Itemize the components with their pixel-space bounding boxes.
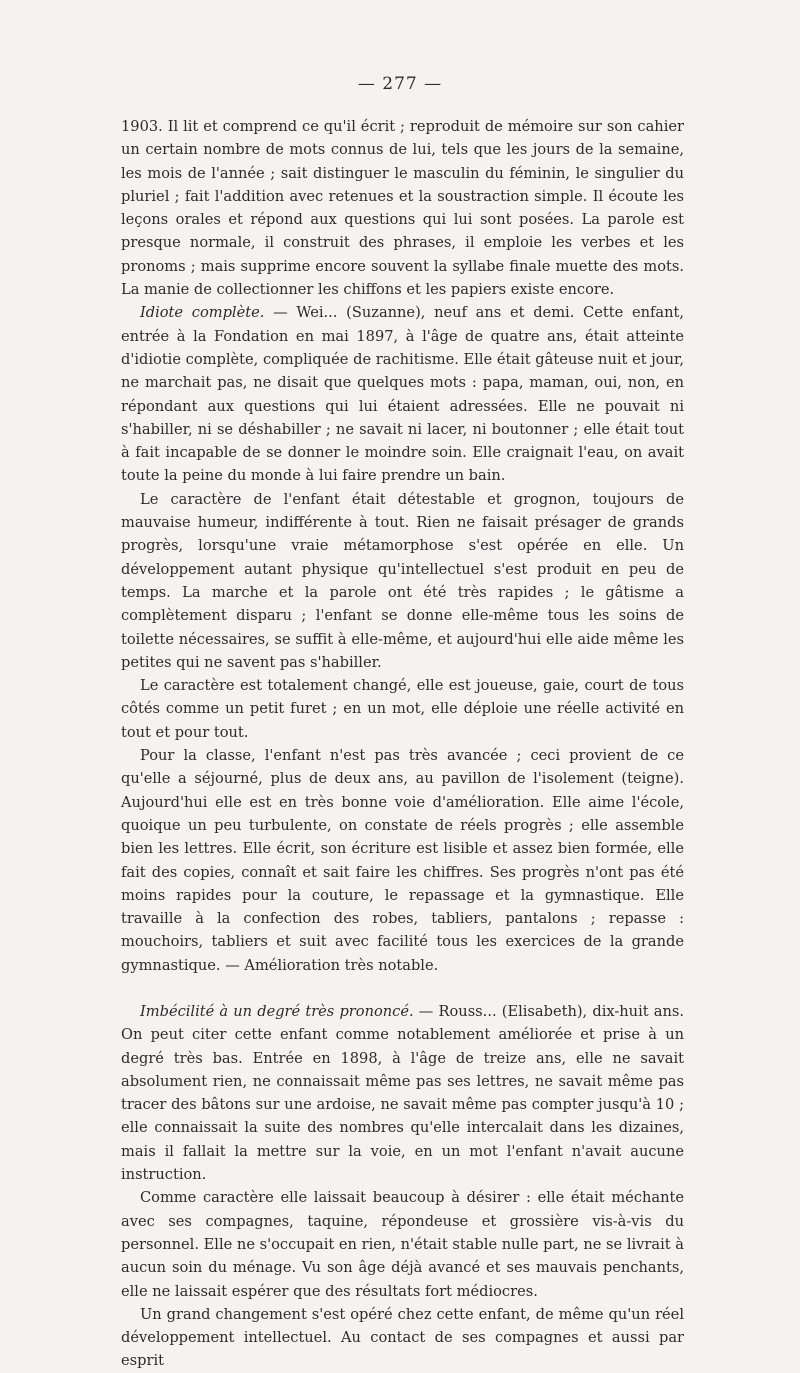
paragraph: Pour la classe, l'enfant n'est pas très avancée ; ceci provient de ce qu'elle a séjourné, plus de deux ans, au pavillon de l'isolement (teigne). Aujourd'hui elle est en très bonne voie d'amélioration. Elle aime l'école, quoique un peu turbulente, on constate de réels progrès ; elle assemble bien les lettres. Elle écrit, son écriture est lisible et assez bien formée, elle fait des copies, connaît et sait faire les chiffres. Ses progrès n'ont pas été moins rapides pour la couture, le repassage et la gymnastique. Elle travaille à la confection des robes, tabliers, pantalons ; repasse : mouchoirs, tabliers et suit avec facilité tous les exercices de la grande gymnastique. — Amélioration très notable.: [121, 747, 684, 974]
paragraph-text: — Wei... (Suzanne), neuf ans et demi. Cette enfant, entrée à la Fondation en mai 1897, à l'âge de quatre ans, était atteinte d'idiotie complète, compliquée de rachitisme. Elle était gâteuse nuit et jour, ne marchait pas, ne disait que quelques mots : papa, maman, oui, non, en répondant aux questions qui lui étaient adressées. Elle ne pouvait ni s'habiller, ni se déshabiller ; ne savait ni lacer, ni boutonner ; elle était tout à fait incapable de se donner le moindre soin. Elle craignait l'eau, on avait toute la peine du monde à lui faire prendre un bain.: [121, 304, 684, 485]
paragraph-text: — Rouss... (Elisabeth), dix-huit ans. On peut citer cette enfant comme notablement améliorée et prise à un degré très bas. Entrée en 1898, à l'âge de treize ans, elle ne savait absolument rien, ne connaissait même pas ses lettres, ne savait même pas tracer des bâtons sur une ardoise, ne savait même pas compter jusqu'à 10 ; elle connaissait la suite des nombres qu'elle intercalait dans les dizaines, mais il fallait la mettre sur la voie, en un mot l'enfant n'avait aucune instruction.: [121, 1002, 684, 1184]
case-heading: Imbécilité à un degré très prononcé.: [140, 1002, 414, 1020]
page-number: — 277 —: [357, 74, 443, 94]
paragraph: Comme caractère elle laissait beaucoup à désirer : elle était méchante avec ses compagnes, taquine, répondeuse et grossière vis-à-vis du personnel. Elle ne s'occupait en rien, n'était stable nulle part, ne se livrait à aucun soin du ménage. Vu son âge déjà avancé et ses mauvais penchants, elle ne laissait espérer que des résultats fort médiocres.: [121, 1189, 684, 1300]
paragraph: Un grand changement s'est opéré chez cette enfant, de même qu'un réel développement intellectuel. Au contact de ses compagnes et aussi par esprit: [121, 1305, 684, 1370]
paragraph: Le caractère de l'enfant était détestable et grognon, toujours de mauvaise humeur, indifférente à tout. Rien ne faisait présager de grands progrès, lorsqu'une vraie métamorphose s'est opérée en elle. Un développement autant physique qu'intellectuel s'est produit en peu de temps. La marche et la parole ont été très rapides ; le gâtisme a complètement disparu ; l'enfant se donne elle-même tous les soins de toilette nécessaires, se suffit à elle-même, et aujourd'hui elle aide même les petites qui ne savent pas s'habiller.: [121, 490, 684, 671]
paragraph: Le caractère est totalement changé, elle est joueuse, gaie, court de tous côtés comme un petit furet ; en un mot, elle déploie une réelle activité en tout et pour tout.: [121, 677, 684, 741]
paragraph: 1903. Il lit et comprend ce qu'il écrit ; reproduit de mémoire sur son cahier un certain nombre de mots connus de lui, tels que les jours de la semaine, les mois de l'année ; sait distinguer le masculin du féminin, le singulier du pluriel ; fait l'addition avec retenues et la soustraction simple. Il écoute les leçons orales et répond aux questions qui lui sont posées. La parole est presque normale, il construit des phrases, il emploie les verbes et les pronoms ; mais supprime encore souvent la syllabe finale muette des mots. La manie de collectionner les chiffons et les papiers existe encore.: [121, 118, 684, 299]
body-text: [121, 115, 684, 1373]
case-heading: Idiote complète.: [140, 304, 265, 322]
paragraph: [121, 301, 684, 487]
paragraph: [121, 1000, 684, 1186]
